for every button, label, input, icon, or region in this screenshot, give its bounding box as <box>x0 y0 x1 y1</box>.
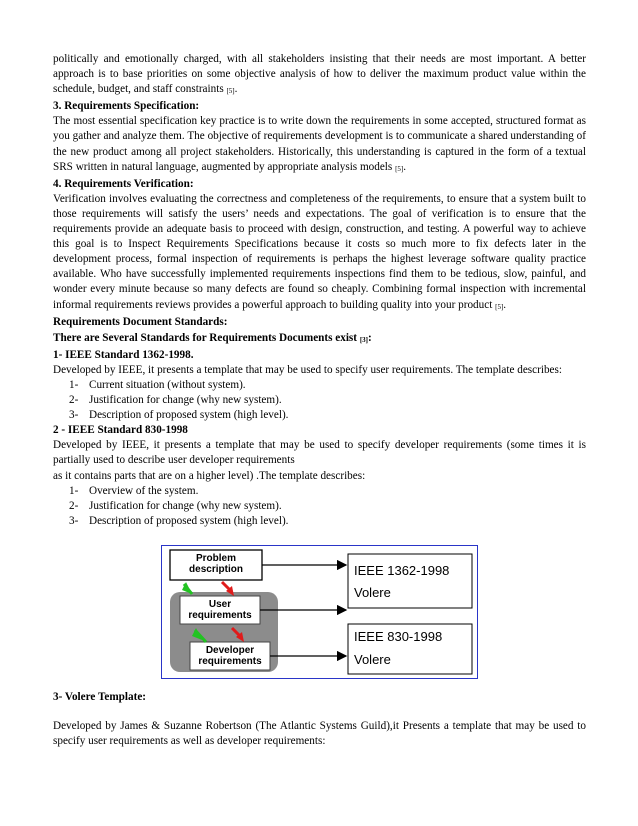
std1-subtitle: Volere <box>354 585 391 600</box>
list-item: 2- Justification for change (why new system). <box>69 499 282 512</box>
list-item: 1- Overview of the system. <box>69 484 199 497</box>
ieee-830-paragraph: Developed by IEEE, it presents a template that may be used to specify developer requirements (some times it is partially used to describe user developer requirements <box>53 439 586 467</box>
citation: [5] <box>495 302 504 311</box>
document-page <box>53 52 586 529</box>
intro-paragraph: politically and emotionally charged, with all stakeholders insisting that their needs are most important. A better approach is to base priorities on some objective analysis of how to deliver the maximum product value within the schedule, budget, and staff constraints [5]. <box>53 53 586 96</box>
heading-requirements-verification: 4. Requirements Verification: <box>53 177 194 190</box>
ieee-1362-list <box>53 378 586 423</box>
heading-document-standards: Requirements Document Standards: <box>53 315 228 328</box>
std2-title: IEEE 830-1998 <box>354 629 443 644</box>
heading-requirements-specification: 3. Requirements Specification: <box>53 100 200 113</box>
citation: [3] <box>359 335 368 344</box>
specification-paragraph: The most essential specification key practice is to write down the requirements in some accepted, structured format as you gather and analyze them. The objective of requirements development is to communicate a shared understanding of the new product among all project stakeholders. Historically, this understanding is captured in the form of a textual SRS written in natural language, augmented by appropriate analysis models [5]. <box>53 115 586 173</box>
user-requirements-label: User requirements <box>188 599 252 621</box>
developer-requirements-label: Developer requirements <box>198 645 262 667</box>
list-item: 3- Description of proposed system (high level). <box>69 409 289 422</box>
heading-ieee-1362: 1- IEEE Standard 1362-1998. <box>53 348 194 361</box>
standards-diagram <box>161 545 478 679</box>
ieee-1362-paragraph: Developed by IEEE, it presents a template that may be used to specify user requirements. The template describes: <box>53 363 562 376</box>
list-item: 2- Justification for change (why new system). <box>69 394 282 407</box>
ieee-830-paragraph-continued: as it contains parts that are on a higher level) .The template describes: <box>53 469 366 482</box>
heading-ieee-830: 2 - IEEE Standard 830-1998 <box>53 424 188 437</box>
list-item: 1- Current situation (without system). <box>69 378 246 391</box>
std2-subtitle: Volere <box>354 652 391 667</box>
volere-section <box>53 690 586 749</box>
std1-title: IEEE 1362-1998 <box>354 563 450 578</box>
volere-paragraph: Developed by James & Suzanne Robertson (The Atlantic Systems Guild),it Presents a template that may be used to specify user requirements as well as developer requirements: <box>53 720 586 748</box>
heading-several-standards: There are Several Standards for Requirements Documents exist [3]: <box>53 331 372 344</box>
citation: [5] <box>226 87 235 96</box>
problem-description-label: Problem description <box>189 553 243 575</box>
heading-volere-template: 3- Volere Template: <box>53 691 147 703</box>
ieee-830-list <box>53 484 586 529</box>
verification-paragraph: Verification involves evaluating the correctness and completeness of the requirements, to ensure that a system built to those requirements will satisfy the users’ needs and expectations. The goal of verification is to ensure that the requirements provide an adequate basis to proceed with design, construction, and testing. A powerful way to achieve this goal is to Inspect Requirements Specifications because it costs so much more to fix defects later in the development process, formal inspection of requirements is perhaps the highest leverage software quality practice available. Who have successfully implemented requirements inspections find them to be tedious, slow, painful, and wonder every minute because so many defects are found so cheaply. Combining formal inspection with incremental informal requirements reviews provides a powerful approach to building quality into your product [5]. <box>53 192 586 311</box>
list-item: 3- Description of proposed system (high level). <box>69 514 289 527</box>
citation: [5] <box>395 164 404 173</box>
